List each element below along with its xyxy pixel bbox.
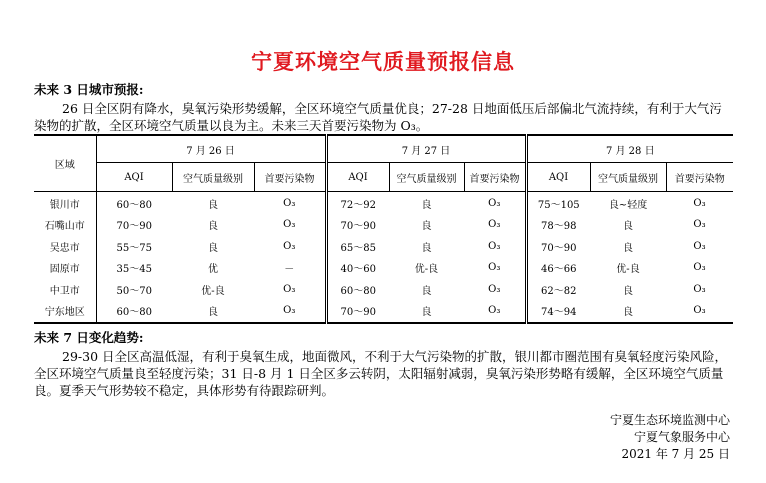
subheader-aqi: AQI bbox=[526, 163, 590, 192]
aqi-range: 65～85 bbox=[326, 235, 389, 257]
forecast-table bbox=[34, 134, 733, 324]
footer-date: 2021 年 7 月 25 日 bbox=[621, 447, 730, 461]
aqi-range: 75～105 bbox=[526, 192, 590, 214]
quality-level: 良 bbox=[590, 300, 666, 323]
quality-level: 优-良 bbox=[414, 264, 439, 276]
seven-day-text-line2: 全区环境空气质量良至轻度污染；31 日-8 月 1 日全区多云转阴，太阳辐射减弱，臭氧污染形势略有缓解，全区环境空气质量 bbox=[34, 366, 724, 381]
quality-level: 优-良 bbox=[201, 285, 225, 297]
aqi-range: 72～92 bbox=[326, 192, 389, 214]
primary-pollutant: O₃ bbox=[488, 197, 501, 209]
subheader-pollutant: 首要污染物 bbox=[666, 163, 733, 192]
date-header-2: 7 月 27 日 bbox=[326, 135, 526, 163]
primary-pollutant: O₃ bbox=[488, 240, 501, 252]
primary-pollutant: O₃ bbox=[488, 262, 501, 274]
primary-pollutant: O₃ bbox=[693, 197, 706, 209]
table-row bbox=[34, 257, 733, 279]
region-name: 银川市 bbox=[49, 199, 80, 211]
date-header-1: 7 月 26 日 bbox=[96, 135, 326, 163]
forecast-table-body bbox=[34, 192, 733, 323]
primary-pollutant: O₃ bbox=[488, 283, 501, 295]
date-header-3: 7 月 28 日 bbox=[526, 135, 733, 163]
subheader-level: 空气质量级别 bbox=[389, 163, 464, 192]
primary-pollutant: O₃ bbox=[464, 300, 526, 323]
table-row bbox=[34, 214, 733, 236]
primary-pollutant: O₃ bbox=[254, 300, 326, 323]
aqi-range: 70～90 bbox=[326, 214, 389, 236]
quality-level: 良~轻度 bbox=[608, 199, 648, 211]
footer-org-1: 宁夏生态环境监测中心 bbox=[609, 413, 730, 427]
region-header: 区域 bbox=[34, 135, 96, 192]
quality-level: 良 bbox=[208, 199, 218, 211]
seven-day-text-line1: 29-30 日全区高温低湿，有利于臭氧生成，地面微风，不利于大气污染物的扩散，银川都市圈范围有臭氧轻度污染风险， bbox=[62, 349, 728, 364]
aqi-range: 55～75 bbox=[96, 235, 172, 257]
quality-level: 良 bbox=[389, 300, 464, 323]
quality-level: 良 bbox=[623, 242, 634, 254]
subheader-aqi: AQI bbox=[326, 163, 389, 192]
three-day-text-line1: 26 日全区阴有降水，臭氧污染形势缓解，全区环境空气质量优良；27-28 日地面低压后部偏北气流持续，有利于大气污 bbox=[62, 101, 722, 116]
aqi-range: 60～80 bbox=[96, 300, 172, 323]
quality-level: 良 bbox=[172, 300, 254, 323]
aqi-range: 70～90 bbox=[96, 214, 172, 236]
region-name: 吴忠市 bbox=[49, 242, 80, 254]
seven-day-text-line3: 良。夏季天气形势较不稳定，具体形势有待跟踪研判。 bbox=[34, 383, 335, 398]
three-day-heading: 未来 3 日城市预报: bbox=[34, 82, 144, 97]
quality-level: 良 bbox=[421, 242, 432, 254]
table-row bbox=[34, 235, 733, 257]
quality-level: 良 bbox=[421, 199, 432, 211]
primary-pollutant: O₃ bbox=[283, 240, 296, 252]
aqi-range: 60～80 bbox=[326, 278, 389, 300]
aqi-range: 46～66 bbox=[526, 257, 590, 279]
primary-pollutant: O₃ bbox=[693, 262, 706, 274]
three-day-text-line2: 染物的扩散，全区环境空气质量以良为主。未来三天首要污染物为 O₃。 bbox=[34, 118, 429, 133]
primary-pollutant: － bbox=[284, 264, 295, 276]
table-row bbox=[34, 278, 733, 300]
subheader-pollutant: 首要污染物 bbox=[464, 163, 526, 192]
aqi-range: 62～82 bbox=[526, 278, 590, 300]
primary-pollutant: O₃ bbox=[666, 300, 733, 323]
aqi-range: 78～98 bbox=[526, 214, 590, 236]
region-name: 宁东地区 bbox=[34, 300, 96, 323]
primary-pollutant: O₃ bbox=[488, 219, 501, 231]
quality-level: 优 bbox=[208, 264, 218, 276]
primary-pollutant: O₃ bbox=[283, 283, 296, 295]
subheader-pollutant: 首要污染物 bbox=[254, 163, 326, 192]
quality-level: 良 bbox=[623, 221, 634, 233]
region-name: 石嘴山市 bbox=[44, 221, 85, 233]
aqi-range: 50～70 bbox=[96, 278, 172, 300]
table-row bbox=[34, 192, 733, 214]
aqi-range: 74～94 bbox=[526, 300, 590, 323]
aqi-range: 35～45 bbox=[96, 257, 172, 279]
aqi-range: 40～60 bbox=[326, 257, 389, 279]
quality-level: 良 bbox=[421, 221, 432, 233]
primary-pollutant: O₃ bbox=[283, 219, 296, 231]
primary-pollutant: O₃ bbox=[693, 240, 706, 252]
quality-level: 良 bbox=[623, 285, 634, 297]
primary-pollutant: O₃ bbox=[283, 197, 296, 209]
page-title: 宁夏环境空气质量预报信息 bbox=[251, 49, 515, 74]
footer-org-2: 宁夏气象服务中心 bbox=[633, 430, 730, 444]
quality-level: 优-良 bbox=[616, 264, 640, 276]
subheader-level: 空气质量级别 bbox=[172, 163, 254, 192]
aqi-range: 60～80 bbox=[96, 192, 172, 214]
aqi-range: 70～90 bbox=[526, 235, 590, 257]
region-name: 中卫市 bbox=[49, 285, 80, 297]
subheader-aqi: AQI bbox=[96, 163, 172, 192]
table-row bbox=[34, 300, 733, 323]
region-name: 固原市 bbox=[49, 264, 80, 276]
quality-level: 良 bbox=[421, 285, 432, 297]
aqi-range: 70～90 bbox=[326, 300, 389, 323]
subheader-level: 空气质量级别 bbox=[590, 163, 666, 192]
primary-pollutant: O₃ bbox=[693, 283, 706, 295]
quality-level: 良 bbox=[208, 221, 218, 233]
quality-level: 良 bbox=[208, 242, 218, 254]
seven-day-heading: 未来 7 日变化趋势: bbox=[34, 330, 144, 345]
primary-pollutant: O₃ bbox=[693, 219, 706, 231]
